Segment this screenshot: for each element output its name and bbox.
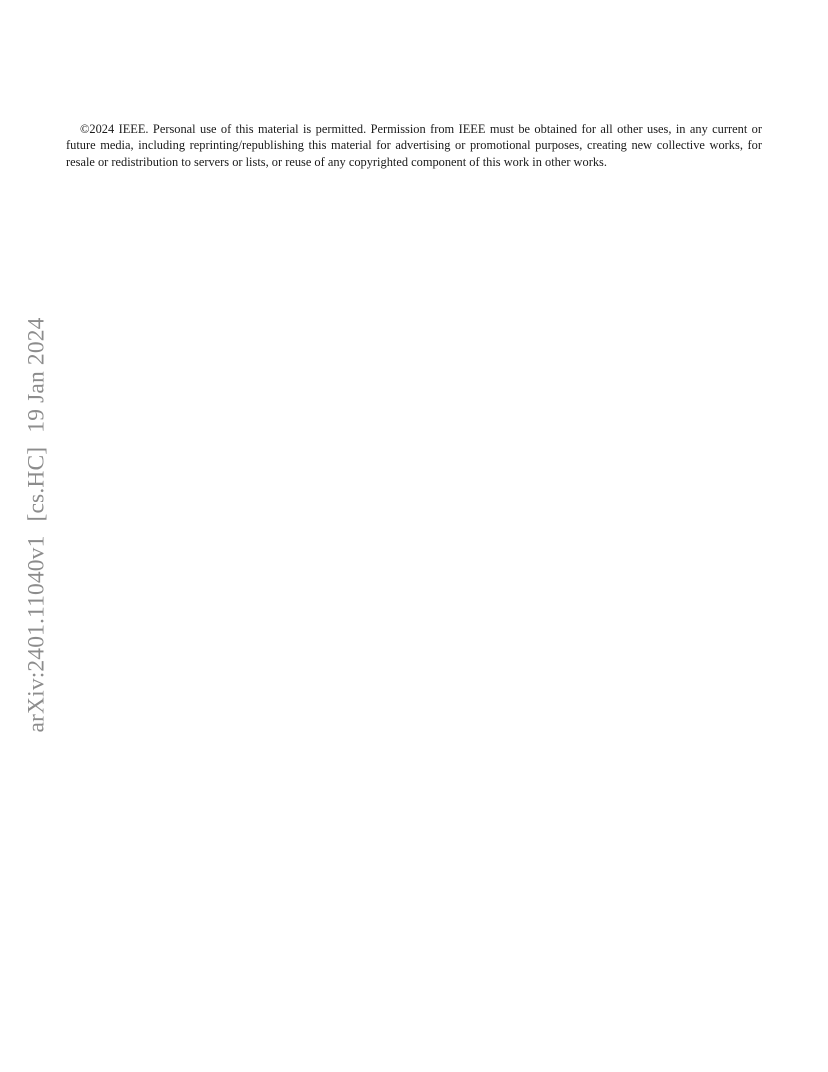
arxiv-date: 19 Jan 2024 [23, 317, 50, 433]
arxiv-category: [cs.HC] [23, 446, 50, 522]
copyright-notice: ©2024 IEEE. Personal use of this material is permitted. Permission from IEEE must be obtained for all other uses, in any current or future media, including reprinting/republishing this material for advertising or promotional purposes, creating new collective works, for resale or redistribution to servers or lists, or reuse of any copyrighted component of this work in other works. [66, 122, 762, 169]
arxiv-watermark [25, 317, 49, 732]
arxiv-id: arXiv:2401.11040v1 [23, 535, 50, 733]
